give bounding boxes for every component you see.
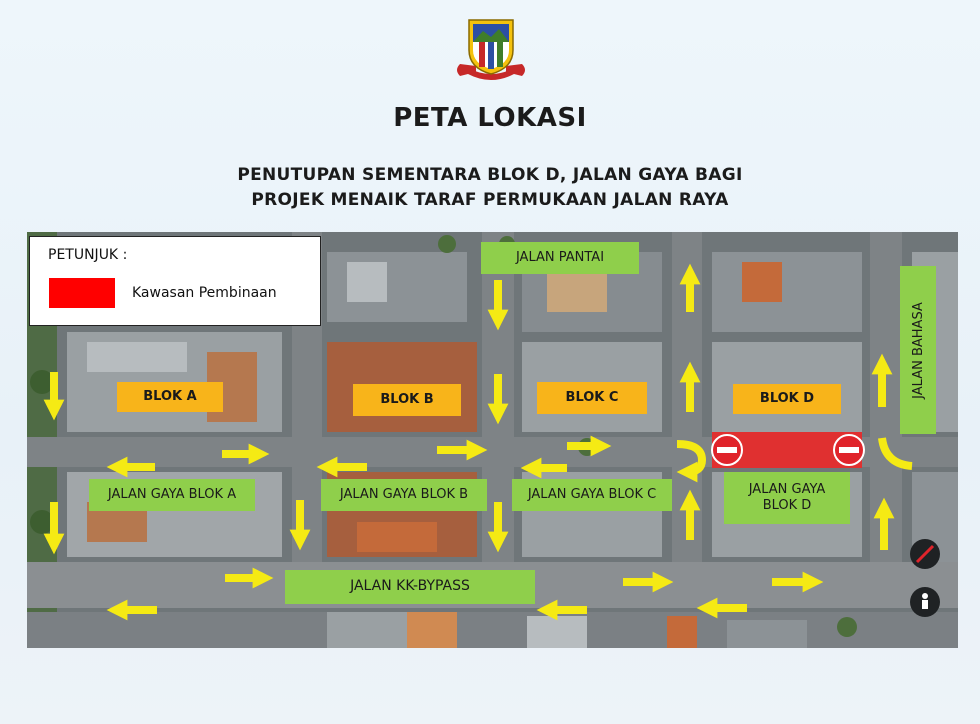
block-label-b: BLOK B — [353, 384, 461, 416]
no-entry-sign-right-icon — [834, 435, 864, 465]
road-label-kk-bypass: JALAN KK-BYPASS — [285, 570, 535, 604]
block-label-d: BLOK D — [733, 384, 841, 414]
map-legend — [29, 236, 321, 326]
subtitle-line-1: PENUTUPAN SEMENTARA BLOK D, JALAN GAYA BAGI — [237, 165, 743, 185]
compass-icon[interactable] — [910, 539, 940, 569]
crest-emblem-icon — [452, 16, 530, 84]
road-label-gaya-blok-b: JALAN GAYA BLOK B — [321, 479, 487, 511]
no-entry-sign-left-icon — [712, 435, 742, 465]
legend-swatch-construction — [49, 278, 115, 308]
road-label-gaya-blok-d: JALAN GAYA BLOK D — [724, 472, 850, 524]
road-label-gaya-blok-a: JALAN GAYA BLOK A — [89, 479, 255, 511]
road-label-jalan-bahasa-text: JALAN BAHASA — [910, 301, 926, 399]
road-label-jalan-bahasa — [900, 266, 936, 434]
street-view-icon[interactable] — [910, 587, 940, 617]
block-label-c: BLOK C — [537, 382, 647, 414]
road-label-gaya-blok-c: JALAN GAYA BLOK C — [512, 479, 672, 511]
subtitle-line-2: PROJEK MENAIK TARAF PERMUKAAN JALAN RAYA — [251, 190, 729, 210]
legend-heading: PETUNJUK : — [48, 247, 128, 263]
page-title: PETA LOKASI — [393, 103, 587, 133]
road-label-jalan-pantai: JALAN PANTAI — [481, 242, 639, 274]
block-label-a: BLOK A — [117, 382, 223, 412]
legend-label-construction: Kawasan Pembinaan — [132, 285, 277, 301]
